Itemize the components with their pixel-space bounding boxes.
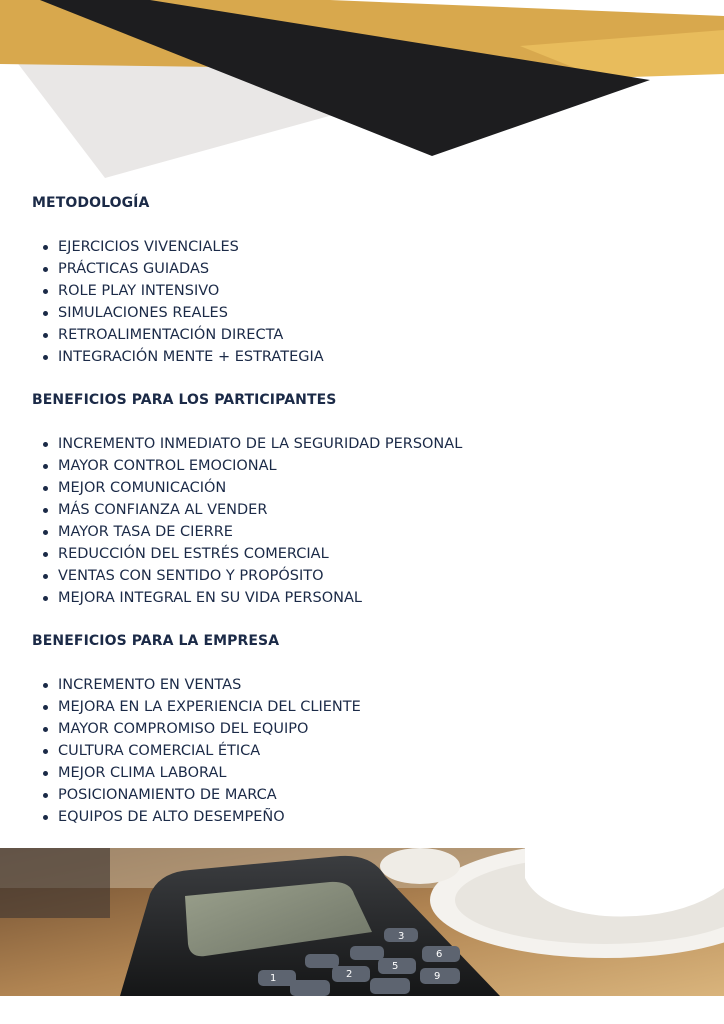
keypad-key	[350, 946, 384, 960]
keypad-key	[305, 954, 339, 968]
list-item: MEJOR COMUNICACIÓN	[40, 477, 462, 499]
list-item: MAYOR COMPROMISO DEL EQUIPO	[40, 718, 361, 740]
keypad-key-label: 1	[270, 973, 277, 984]
list-item: INTEGRACIÓN MENTE + ESTRATEGIA	[40, 346, 324, 368]
keypad-key-label: 2	[346, 969, 353, 980]
keypad-key-label: 9	[434, 971, 441, 982]
keypad-key	[370, 978, 410, 994]
keypad-key-label: 3	[398, 931, 405, 942]
list-item: RETROALIMENTACIÓN DIRECTA	[40, 324, 324, 346]
section-title-metodologia: METODOLOGÍA	[32, 195, 150, 211]
header-decoration	[0, 0, 724, 190]
list-item: MEJORA EN LA EXPERIENCIA DEL CLIENTE	[40, 696, 361, 718]
list-item: SIMULACIONES REALES	[40, 302, 324, 324]
list-participantes	[40, 433, 462, 609]
blurred-left-patch	[0, 848, 110, 918]
list-item: POSICIONAMIENTO DE MARCA	[40, 784, 361, 806]
list-item: VENTAS CON SENTIDO Y PROPÓSITO	[40, 565, 462, 587]
list-item: MÁS CONFIANZA AL VENDER	[40, 499, 462, 521]
keypad-key-label: 6	[436, 949, 443, 960]
cup-shadow-bowl	[380, 848, 460, 884]
list-item: ROLE PLAY INTENSIVO	[40, 280, 324, 302]
list-item: EQUIPOS DE ALTO DESEMPEÑO	[40, 806, 361, 828]
list-item: CULTURA COMERCIAL ÉTICA	[40, 740, 361, 762]
keypad-key	[290, 980, 330, 996]
list-item: MAYOR TASA DE CIERRE	[40, 521, 462, 543]
list-item: EJERCICIOS VIVENCIALES	[40, 236, 324, 258]
payment-terminal-photo	[0, 848, 724, 996]
list-item: INCREMENTO INMEDIATO DE LA SEGURIDAD PERSONAL	[40, 433, 462, 455]
list-item: MEJORA INTEGRAL EN SU VIDA PERSONAL	[40, 587, 462, 609]
list-metodologia	[40, 236, 324, 368]
list-empresa	[40, 674, 361, 828]
keypad-key-label: 5	[392, 961, 399, 972]
list-item: REDUCCIÓN DEL ESTRÉS COMERCIAL	[40, 543, 462, 565]
section-title-empresa: BENEFICIOS PARA LA EMPRESA	[32, 633, 280, 649]
section-title-participantes: BENEFICIOS PARA LOS PARTICIPANTES	[32, 392, 337, 408]
list-item: MEJOR CLIMA LABORAL	[40, 762, 361, 784]
list-item: MAYOR CONTROL EMOCIONAL	[40, 455, 462, 477]
list-item: PRÁCTICAS GUIADAS	[40, 258, 324, 280]
list-item: INCREMENTO EN VENTAS	[40, 674, 361, 696]
